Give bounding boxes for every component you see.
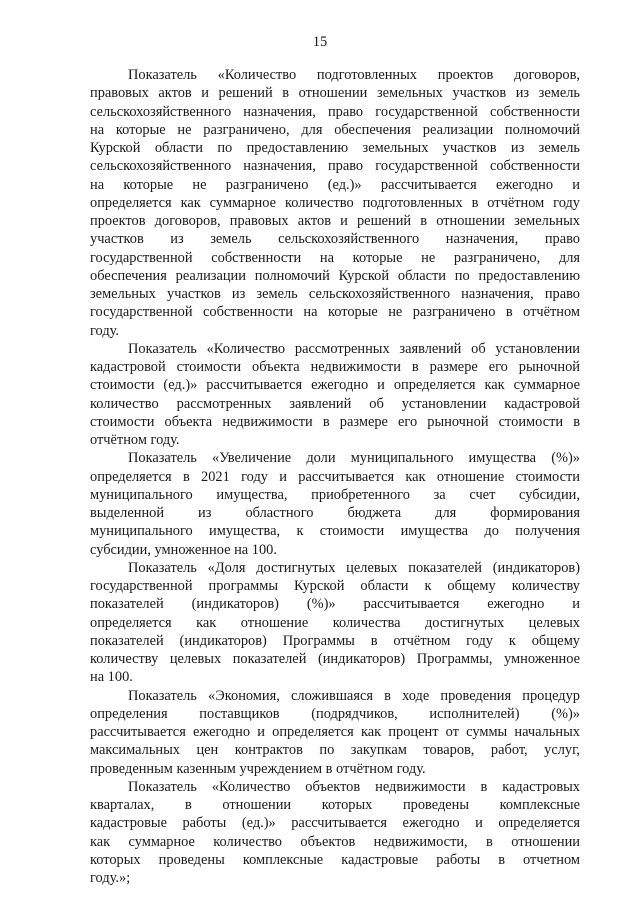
paragraph [90,687,580,778]
paragraph-line: Показатель «Количество объектов недвижимости в кадастровых [128,778,580,795]
paragraph-line: показателей (индикаторов) (%)» рассчитывается ежегодно и [90,596,580,613]
paragraph-line: обеспечения реализации полномочий Курской области по предоставлению [90,267,580,284]
paragraph-line: кадастровые работы (ед.)» рассчитывается ежегодно и определяется [90,815,580,832]
paragraph-line: субсидии, умноженное на 100. [90,541,277,558]
paragraph-line: государственной программы Курской области к общему количеству [90,578,580,594]
paragraph-line: стоимости объекта недвижимости в размере его рыночной стоимости в [90,413,580,430]
paragraph-line: количеству целевых показателей (индикаторов) Программы, умноженное [90,651,580,667]
paragraph-line: Показатель «Доля достигнутых целевых показателей (индикаторов) [128,559,580,576]
paragraph-line: стоимости (ед.)» рассчитывается ежегодно и определяется как суммарное [90,377,580,394]
paragraph-line: кадастровой стоимости объекта недвижимости в размере его рыночной [90,359,580,375]
paragraph-line: Показатель «Экономия, сложившаяся в ходе проведения процедур [128,687,580,704]
paragraph-line: государственной собственности на которые не разграничено в отчётном [90,304,580,321]
paragraph [90,340,580,450]
paragraph-line: определения поставщиков (подрядчиков, исполнителей) (%)» [90,705,580,722]
paragraph-line: показателей (индикаторов) Программы в отчётном году к общему [90,632,580,649]
paragraph-line: Курской области по предоставлению земельных участков из земель [90,140,580,156]
paragraph-line: на которые не разграничено (ед.)» рассчитывается ежегодно и [90,176,580,193]
paragraph-line: отчётном году. [90,432,180,448]
paragraph-line: году.»; [90,870,131,886]
paragraph-line: выделенной из областного бюджета для формирования [90,505,580,521]
page-number: 15 [312,34,328,50]
paragraph-line: муниципального имущества, приобретенного за счет субсидии, [90,486,580,503]
paragraph-line: кварталах, в отношении которых проведены комплексные [90,797,580,813]
paragraph-line: сельскохозяйственного назначения, право государственной собственности [90,158,580,175]
paragraph-line: рассчитывается ежегодно и определяется как процент от суммы начальных [90,724,580,740]
paragraph-line: правовых актов и решений в отношении земельных участков из земель [90,85,580,102]
paragraph-line: которых проведены комплексные кадастровые работы в отчетном [90,851,580,868]
paragraph-line: земельных участков из земель сельскохозяйственного назначения, право [90,286,580,302]
paragraph-line: участков из земель сельскохозяйственного назначения, право [90,231,580,248]
paragraph-line: определяется как отношение количества достигнутых целевых [90,614,580,631]
paragraph-line: Показатель «Увеличение доли муниципального имущества (%)» [128,450,580,467]
paragraph [90,449,580,559]
paragraph-line: сельскохозяйственного назначения, право государственной собственности [90,103,580,120]
paragraph-line: определяется как суммарное количество подготовленных в отчётном году [90,194,580,211]
paragraph-line: количество рассмотренных заявлений об установлении кадастровой [90,395,580,412]
paragraph-line: государственной собственности на которые не разграничено, для [90,249,580,266]
paragraph-line: определяется в 2021 году и рассчитывается как отношение стоимости [90,468,580,485]
paragraph-line: максимальных цен контрактов по закупкам товаров, работ, услуг, [90,742,580,759]
paragraph-line: на которые не разграничено, для обеспечения реализации полномочий [90,121,580,138]
paragraph-line: Показатель «Количество подготовленных проектов договоров, [128,67,580,83]
paragraph-line: муниципального имущества, к стоимости имущества до получения [90,523,580,540]
paragraph-line: проведенным казенным учреждением в отчётном году. [90,760,426,777]
paragraph-line: Показатель «Количество рассмотренных заявлений об установлении [128,340,580,357]
paragraph-line: проектов договоров, правовых актов и решений в отношении земельных [90,213,580,229]
paragraph [90,559,580,687]
paragraph [90,778,580,888]
paragraph-line: как суммарное количество объектов недвижимости, в отношении [90,833,580,850]
document-body [90,66,580,887]
paragraph-line: году. [90,322,119,339]
paragraph-line: на 100. [90,669,133,686]
paragraph [90,66,580,340]
